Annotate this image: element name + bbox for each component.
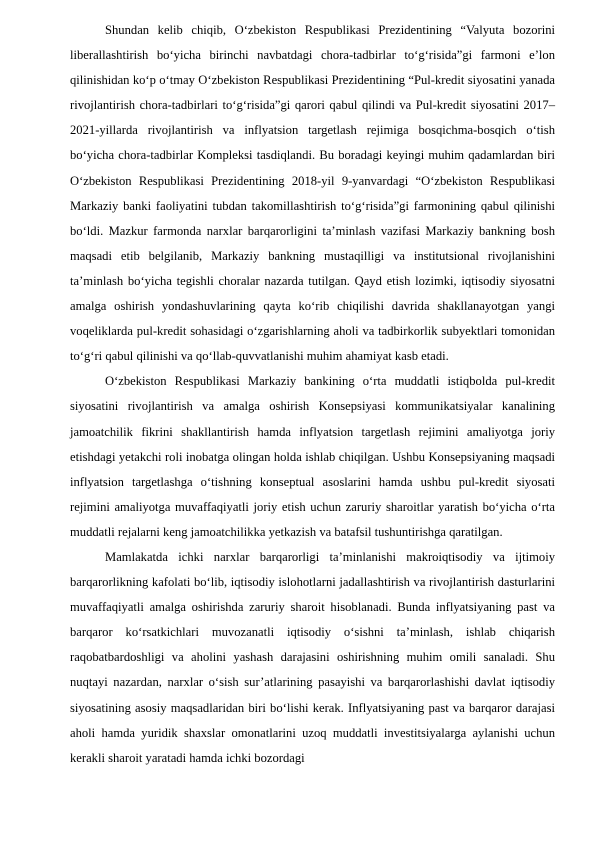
paragraph-1: Shundan kelib chiqib, O‘zbekiston Respublikasi Prezidentining “Valyuta bozorini liberallashtirish bo‘yicha birinchi navbatdagi chora-tadbirlar to‘g‘risida”gi farmoni e’lon qilinishidan ko‘p o‘tmay O‘zbekiston Respublikasi Prezidentining “Pul-kredit siyosatini yanada rivojlantirish chora-tadbirlari to‘g‘risida”gi qarori qabul qilindi va Pul-kredit siyosatini 2017–2021-yillarda rivojlantirish va inflyatsion targetlash rejimiga bosqichma-bosqich o‘tish bo‘yicha chora-tadbirlar Kompleksi tasdiqlandi. Bu boradagi keyingi muhim qadamlardan biri O‘zbekiston Respublikasi Prezidentining 2018-yil 9-yanvardagi “O‘zbekiston Respublikasi Markaziy banki faoliyatini tubdan takomillashtirish to‘g‘risida”gi farmonining qabul qilinishi bo‘ldi. Mazkur farmonda narxlar barqarorligini ta’minlash vazifasi Markaziy bankning bosh maqsadi etib belgilanib, Markaziy bankning mustaqilligi va institutsional rivojlanishini ta’minlash bo‘yicha tegishli choralar nazarda tutilgan. Qayd etish lozimki, iqtisodiy siyosatni amalga oshirish yondashuvlarining qayta ko‘rib chiqilishi davrida shakllanayotgan yangi voqeliklarda pul-kredit sohasidagi o‘zgarishlarning aholi va tadbirkorlik subyektlari tomonidan to‘g‘ri qabul qilinishi va qo‘llab-quvvatlanishi muhim ahamiyat kasb etadi. [70, 23, 555, 364]
document-page [70, 18, 555, 771]
paragraph-2: O‘zbekiston Respublikasi Markaziy bankining o‘rta muddatli istiqbolda pul-kredit siyosatini rivojlantirish va amalga oshirish Konsepsiyasi kommunikatsiyalar kanalining jamoatchilik fikrini shakllantirish hamda inflyatsion targetlash rejimini amaliyotga joriy etishdagi yetakchi roli inobatga olingan holda ishlab chiqilgan. Ushbu Konsepsiyaning maqsadi inflyatsion targetlashga o‘tishning konseptual asoslarini hamda ushbu pul-kredit siyosati rejimini amaliyotga muvaffaqiyatli joriy etish uchun zaruriy sharoitlar yaratish bo‘yicha o‘rta muddatli rejalarni keng jamoatchilikka yetkazish va batafsil tushuntirishga qaratilgan. [70, 374, 555, 539]
paragraph-3: Mamlakatda ichki narxlar barqarorligi ta’minlanishi makroiqtisodiy va ijtimoiy barqarorlikning kafolati bo‘lib, iqtisodiy islohotlarni jadallashtirish va rivojlantirish dasturlarini muvaffaqiyatli amalga oshirishda zaruriy sharoit hisoblanadi. Bunda inflyatsiyaning past va barqaror ko‘rsatkichlari muvozanatli iqtisodiy o‘sishni ta’minlash, ishlab chiqarish raqobatbardoshligi va aholini yashash darajasini oshirishning muhim omili sanaladi. Shu nuqtayi nazardan, narxlar o‘sish sur’atlarining pasayishi va barqarorlashishi davlat iqtisodiy siyosatining asosiy maqsadlaridan biri bo‘lishi kerak. Inflyatsiyaning past va barqaror darajasi aholi hamda yuridik shaxslar omonatlarini uzoq muddatli investitsiyalarga aylanishi uchun kerakli sharoit yaratadi hamda ichki bozordagi [70, 549, 555, 765]
